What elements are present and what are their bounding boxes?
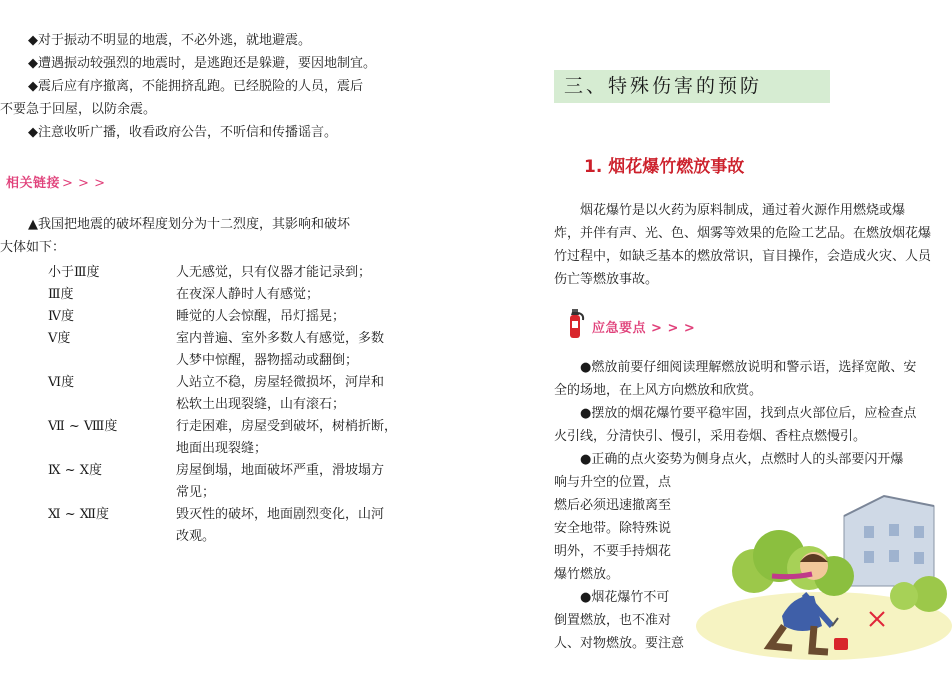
intro-line: 伤亡等燃放事故。 (554, 272, 659, 287)
subsection-title: 1. 烟花爆竹燃放事故 (584, 157, 745, 177)
point-line: 爆竹燃放。 (554, 567, 620, 582)
left-page (0, 0, 470, 691)
scale-row (48, 372, 406, 416)
point-line: ●正确的点火姿势为侧身点火，点燃时人的头部要闪开爆 (580, 452, 904, 467)
related-link-arrows: > > > (62, 176, 106, 191)
intro-line: 炸，并伴有声、光、色、烟雾等效果的危险工艺品。在燃放烟花爆 (554, 226, 932, 241)
emergency-label: 应急要点 > > > (592, 320, 696, 336)
intro-line: 竹过程中，如缺乏基本的燃放常识，盲目操作，会造成火灾、人员 (554, 249, 932, 264)
fire-extinguisher-icon (566, 308, 586, 344)
bullet-line: ◆对于振动不明显的地震，不必外逃，就地避震。 (28, 33, 311, 48)
scale-effect: 人无感觉，只有仪器才能记录到； (176, 265, 372, 280)
scale-row (48, 416, 406, 460)
scale-degree: 小于Ⅲ度 (48, 265, 100, 280)
scale-row (48, 284, 406, 306)
scale-degree: Ⅸ ~ Ⅹ度 (48, 463, 102, 478)
bullet-line: ◆注意收听广播，收看政府公告，不听信和传播谣言。 (28, 125, 337, 140)
scale-row (48, 306, 406, 328)
scale-degree: Ⅳ度 (48, 309, 74, 324)
right-page (476, 0, 952, 691)
point-line: ●烟花爆竹不可 (580, 590, 670, 605)
point-line: 明外，不要手持烟花 (554, 544, 672, 559)
point-line: 倒置燃放，也不准对 (554, 613, 672, 628)
section-title: 三、特殊伤害的预防 (554, 70, 830, 103)
scale-degree: Ⅴ度 (48, 331, 71, 346)
intensity-scale-table (48, 262, 406, 548)
scale-effect: 人站立不稳，房屋轻微损坏，河岸和 松软土出现裂缝，山有滚石； (176, 375, 385, 412)
scale-effect: 房屋倒塌，地面破坏严重，滑坡塌方 常见； (176, 463, 385, 500)
scale-row (48, 328, 406, 372)
scale-effect: 毁灭性的破坏，地面剧烈变化，山河 改观。 (176, 507, 385, 544)
intro-line: 烟花爆竹是以火药为原料制成，通过着火源作用燃烧或爆 (580, 203, 906, 218)
scale-degree: Ⅺ ~ Ⅻ度 (48, 507, 110, 522)
point-line: 燃后必须迅速撤离至 (554, 498, 672, 513)
bullet-line: 不要急于回屋，以防余震。 (0, 102, 157, 117)
point-line: 火引线，分清快引、慢引，采用卷烟、香柱点燃慢引。 (554, 429, 867, 444)
scale-row (48, 460, 406, 504)
point-line: 人、对物燃放。要注意 (554, 636, 685, 651)
intro-line: ▲我国把地震的破坏程度划分为十二烈度，其影响和破坏 (28, 217, 350, 232)
point-line: ●燃放前要仔细阅读理解燃放说明和警示语，选择宽敞、安 (580, 360, 917, 375)
intro-line: 大体如下： (0, 240, 66, 255)
scale-degree: Ⅲ度 (48, 287, 74, 302)
bullet-line: ◆震后应有序撤离，不能拥挤乱跑。已经脱险的人员，震后 (28, 79, 363, 94)
point-line: ●摆放的烟花爆竹要平稳牢固，找到点火部位后，应检查点 (580, 406, 917, 421)
scale-degree: Ⅵ度 (48, 375, 75, 390)
related-link-label: 相关链接 (6, 176, 61, 191)
scale-effect: 在夜深人静时人有感觉； (176, 287, 320, 302)
firework-illustration (694, 476, 952, 666)
point-line: 安全地带。除特殊说 (554, 521, 672, 536)
scale-row (48, 262, 406, 284)
bullet-line: ◆遭遇振动较强烈的地震时，是逃跑还是躲避，要因地制宜。 (28, 56, 376, 71)
emergency-heading (566, 308, 695, 344)
scale-effect: 室内普遍、室外多数人有感觉，多数 人梦中惊醒，器物摇动或翻倒； (176, 331, 385, 368)
related-link-heading (6, 172, 105, 191)
scale-effect: 行走困难，房屋受到破坏，树梢折断， 地面出现裂缝； (176, 419, 398, 456)
point-line: 全的场地，在上风方向燃放和欣赏。 (554, 383, 763, 398)
point-line: 响与升空的位置，点 (554, 475, 672, 490)
scale-effect: 睡觉的人会惊醒，吊灯摇晃； (176, 309, 346, 324)
scale-row (48, 504, 406, 548)
scale-degree: Ⅶ ~ Ⅷ度 (48, 419, 118, 434)
